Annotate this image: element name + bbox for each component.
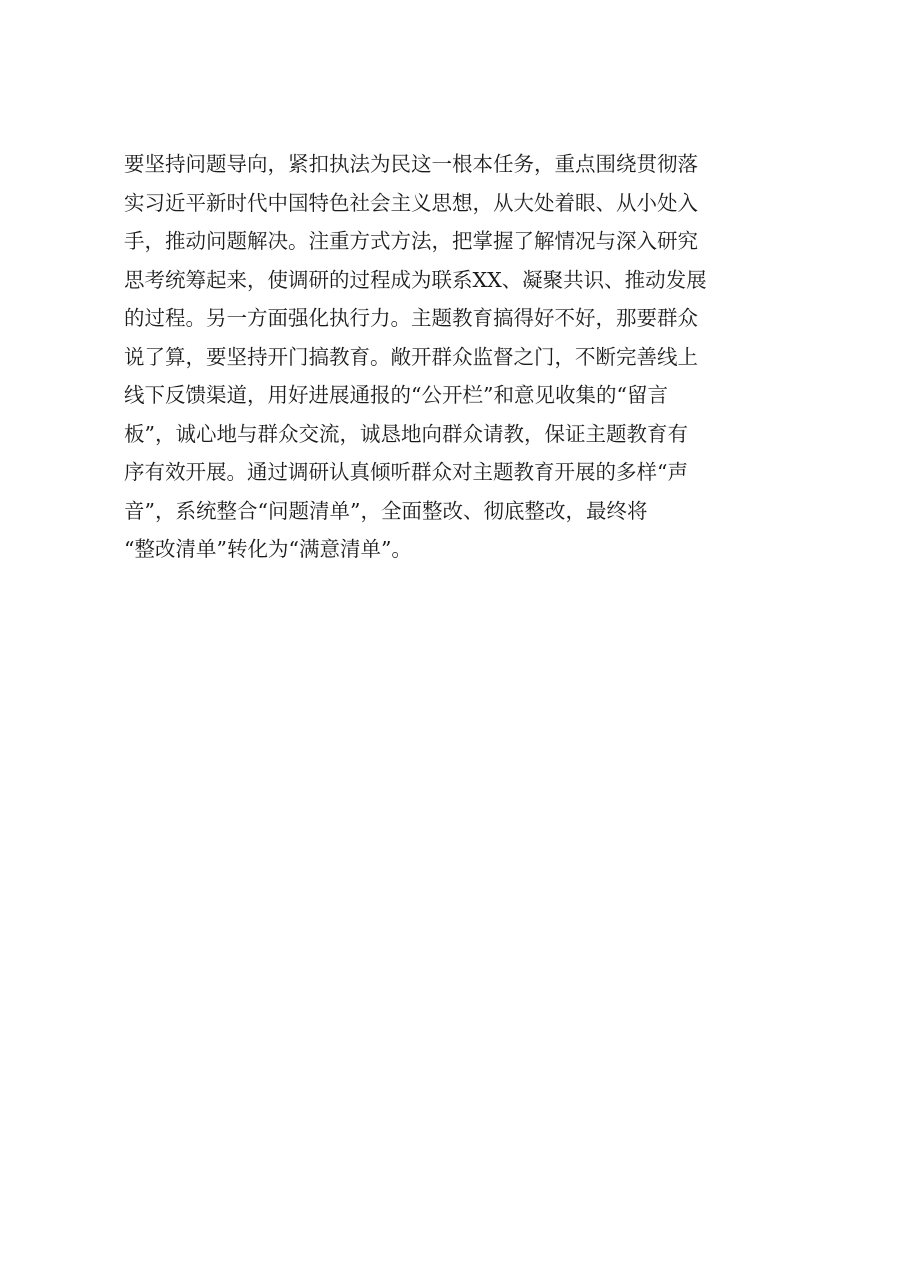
paragraph-line: 板”，诚心地与群众交流，诚恳地向群众请教，保证主题教育有 [124,421,688,446]
paragraph-line: 音”，系统整合“问题清单”，全面整改、彻底整改，最终将 [124,498,648,523]
paragraph-line: 手，推动问题解决。注重方式方法，把掌握了解情况与深入研究 [124,229,698,253]
paragraph-line: 思考统筹起来，使调研的过程成为联系XX、凝聚共识、推动发展 [124,267,707,292]
paragraph-line: 的过程。另一方面强化执行力。主题教育搞得好不好，那要群众 [124,306,698,330]
paragraph-line: 说了算，要坚持开门搞教育。敞开群众监督之门，不断完善线上 [124,344,698,369]
paragraph-line: 要坚持问题导向，紧扣执法为民这一根本任务，重点围绕贯彻落 [124,152,698,176]
paragraph-line: 实习近平新时代中国特色社会主义思想，从大处着眼、从小处入 [124,190,698,215]
paragraph-line: “整改清单”转化为“满意清单”。 [124,537,412,561]
body-paragraph [124,145,824,569]
paragraph-line: 序有效开展。通过调研认真倾听群众对主题教育开展的多样“声 [124,460,688,484]
paragraph-line: 线下反馈渠道，用好进展通报的“公开栏”和意见收集的“留言 [124,383,668,407]
